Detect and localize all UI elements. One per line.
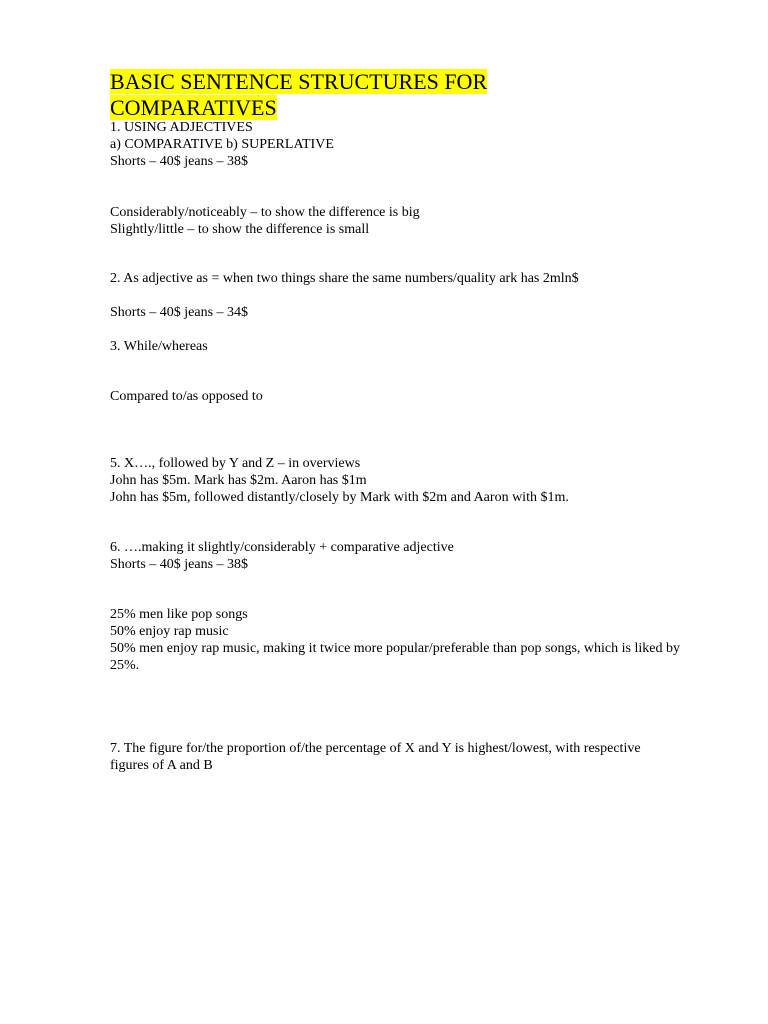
section-6-heading: 6. ….making it slightly/considerably + comparative adjective — [110, 540, 454, 555]
section-6-example: Shorts – 40$ jeans – 38$ — [110, 557, 249, 572]
title-line-1: BASIC SENTENCE STRUCTURES FOR — [110, 69, 488, 94]
section-2-example: Shorts – 40$ jeans – 34$ — [110, 305, 249, 320]
rap-music-line: 50% enjoy rap music — [110, 624, 229, 639]
pop-songs-line: 25% men like pop songs — [110, 607, 248, 622]
section-2-heading: 2. As adjective as = when two things share the same numbers/quality ark has 2mln$ — [110, 271, 579, 286]
considerably-note: Considerably/noticeably – to show the difference is big — [110, 205, 420, 220]
section-5-heading: 5. X…., followed by Y and Z – in overviews — [110, 456, 361, 471]
title-line-2: COMPARATIVES — [110, 95, 277, 120]
section-5-example-1: John has $5m. Mark has $2m. Aaron has $1m — [110, 473, 367, 488]
section-7-heading: 7. The figure for/the proportion of/the percentage of X and Y is highest/lowest, with respective figures of A and B — [110, 741, 641, 773]
section-5-example-2: John has $5m, followed distantly/closely by Mark with $2m and Aaron with $1m. — [110, 490, 569, 505]
document-title — [110, 69, 630, 121]
compared-note: Compared to/as opposed to — [110, 389, 263, 404]
section-1-example: Shorts – 40$ jeans – 38$ — [110, 154, 249, 169]
slightly-note: Slightly/little – to show the difference is small — [110, 222, 370, 237]
section-1-heading: 1. USING ADJECTIVES — [110, 120, 253, 135]
section-1-subheading: a) COMPARATIVE b) SUPERLATIVE — [110, 137, 334, 152]
section-3-heading: 3. While/whereas — [110, 339, 208, 354]
rap-music-sentence: 50% men enjoy rap music, making it twice more popular/preferable than pop songs, which is liked by 25%. — [110, 641, 680, 673]
